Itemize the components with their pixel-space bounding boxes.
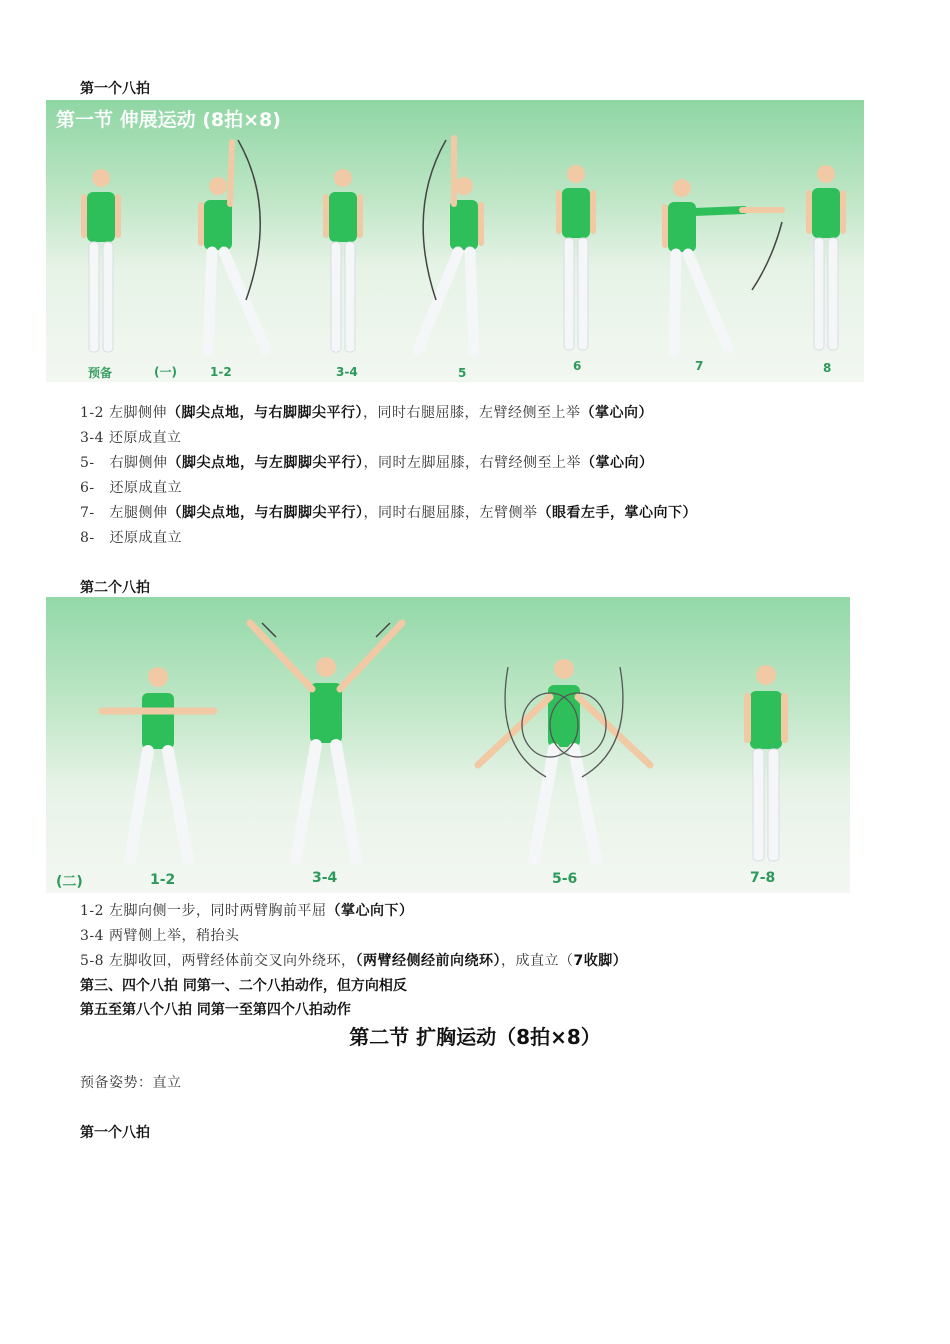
beat2-heading: 第二个八拍 [80,580,150,596]
caption-5: 5 [458,366,467,380]
note-repeat-all: 第五至第八个八拍 同第一至第四个八拍动作 [80,1002,351,1018]
caption-7: 7 [695,359,704,373]
caption-one: (一) [154,365,177,379]
section-2-prep: 预备姿势：直立 [80,1075,182,1091]
beat2-step-2: 3-4 两臂侧上举，稍抬头 [80,928,240,944]
beat1-step-5: 7- 左腿侧伸（脚尖点地，与右脚脚尖平行），同时右腿屈膝，左臂侧举（眼看左手，掌心向下） [80,505,697,521]
beat1-step-3: 5- 右脚侧伸（脚尖点地，与左脚脚尖平行），同时左脚屈膝，右臂经侧至上举（掌心向） [80,455,654,471]
illustration-1-svg [46,100,864,382]
note-repeat-reverse: 第三、四个八拍 同第一、二个八拍动作，但方向相反 [80,978,407,994]
beat1-step-1: 1-2 左脚侧伸（脚尖点地，与右脚脚尖平行），同时右腿屈膝，左臂经侧至上举（掌心向） [80,405,653,421]
exercise-illustration-1 [46,100,864,382]
beat1-step-2: 3-4 还原成直立 [80,430,182,446]
caption-3-4: 3-4 [312,870,338,886]
beat2-step-1: 1-2 左脚向侧一步，同时两臂胸前平屈（掌心向下） [80,903,414,919]
caption-8: 8 [823,361,832,375]
caption-two: (二) [56,874,83,890]
caption-prep: 预备 [88,366,113,380]
illustration-2-svg [46,597,850,893]
section-2-title: 第二节 扩胸运动（8拍×8） [349,1025,601,1049]
section-2-heading: 第一个八拍 [80,1125,150,1141]
caption-6: 6 [573,359,582,373]
caption-5-6: 5-6 [552,871,578,887]
beat2-step-3: 5-8 左脚收回，两臂经体前交叉向外绕环，（两臂经侧经前向绕环），成直立（7收脚） [80,953,628,969]
caption-3-4: 3-4 [336,365,358,379]
caption-1-2: 1-2 [150,872,176,888]
beat1-step-6: 8- 还原成直立 [80,530,182,546]
caption-1-2: 1-2 [210,365,232,379]
exercise-illustration-2 [46,597,850,893]
panel-title: 第一节 伸展运动 (8拍×8) [56,109,281,131]
beat1-step-4: 6- 还原成直立 [80,480,182,496]
beat1-heading: 第一个八拍 [80,81,150,97]
caption-7-8: 7-8 [750,870,776,886]
